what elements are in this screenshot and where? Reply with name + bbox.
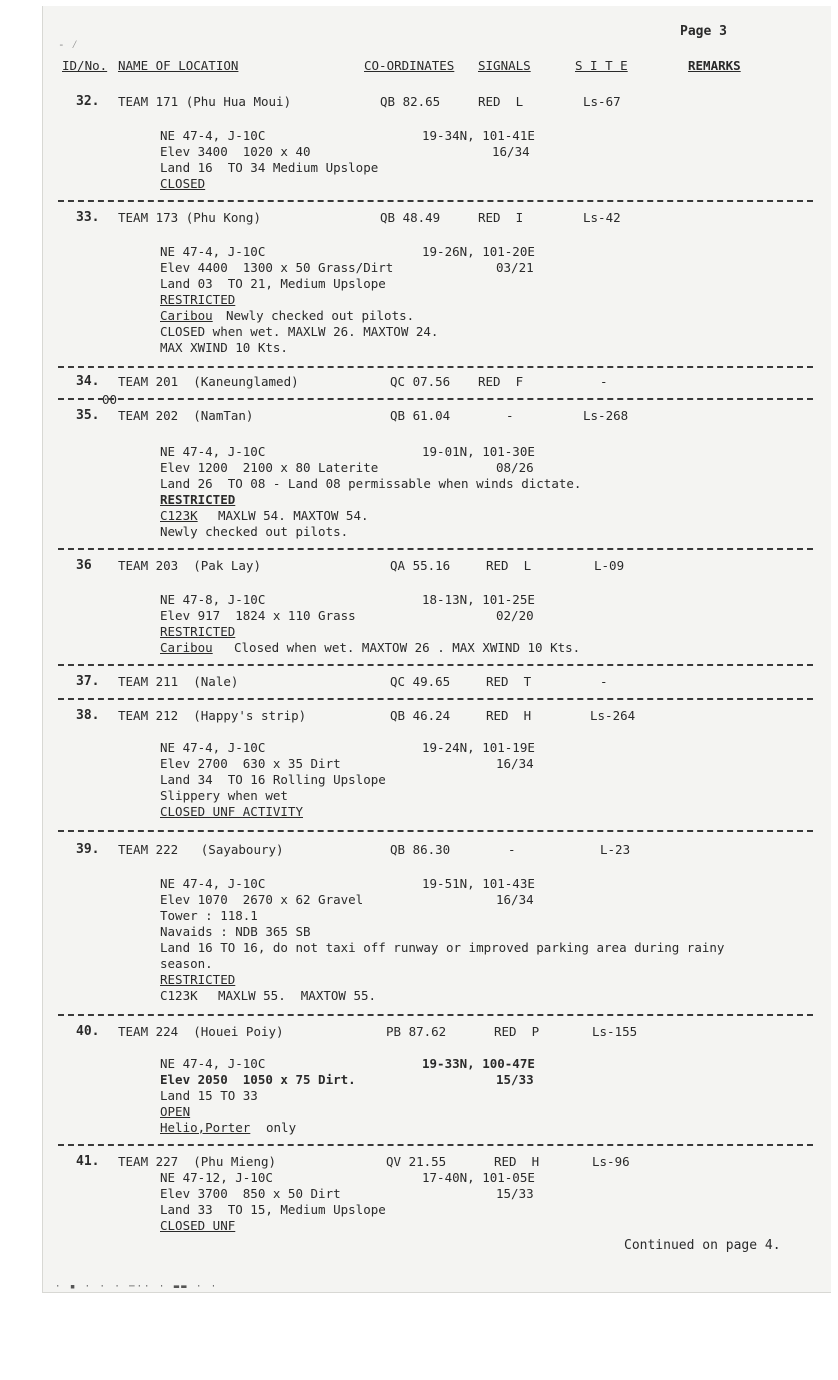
divider [58,664,813,666]
entry-detail: Newly checked out pilots. [226,308,415,323]
entry-detail: Elev 1070 2670 x 62 Gravel [160,892,364,907]
entry-status: RESTRICTED [160,972,236,987]
page-number: Page 3 [680,24,727,39]
continued-note: Continued on page 4. [624,1238,781,1253]
entry-runway: 03/21 [496,260,534,275]
entry-team: TEAM 171 (Phu Hua Moui) [118,94,292,109]
entry-site: Ls-96 [592,1154,630,1169]
entry-site: Ls-67 [583,94,621,109]
divider [58,830,813,832]
entry-runway: 02/20 [496,608,534,623]
entry-site: L-23 [600,842,631,857]
entry-latlon: 19-33N, 100-47E [422,1056,535,1071]
entry-detail: Elev 3700 850 x 50 Dirt [160,1186,341,1201]
entry-site: Ls-42 [583,210,621,225]
entry-status: CLOSED [160,176,206,191]
entry-team: TEAM 202 (NamTan) [118,408,254,423]
scan-artifact: · ▪ · · · ─·· · ▬▬ · · [55,1282,219,1292]
entry-detail: Elev 2700 630 x 35 Dirt [160,756,341,771]
entry-signal: RED T [486,674,532,689]
entry-team: TEAM 212 (Happy's strip) [118,708,307,723]
entry-status: RESTRICTED [160,492,236,507]
entry-signal: RED F [478,374,524,389]
entry-aircraft: C123K [160,508,198,523]
entry-signal: RED L [478,94,524,109]
entry-coordinates: PB 87.62 [386,1024,447,1039]
entry-number: 40. [76,1024,100,1039]
entry-team: TEAM 203 (Pak Lay) [118,558,261,573]
entry-number: 37. [76,674,100,689]
entry-coordinates: QC 49.65 [390,674,451,689]
entry-detail: NE 47-12, J-10C [160,1170,273,1185]
entry-detail: NE 47-4, J-10C [160,876,266,891]
entry-aircraft: Caribou [160,640,213,655]
entry-number: 35. [76,408,100,423]
entry-detail: MAXLW 55. MAXTOW 55. [218,988,377,1003]
header-coordinates: CO-ORDINATES [364,58,455,73]
entry-runway: 16/34 [496,756,534,771]
stray-mark: 00 [102,392,118,407]
entry-detail: Elev 917 1824 x 110 Grass [160,608,356,623]
entry-latlon: 19-51N, 101-43E [422,876,535,891]
entry-aircraft: Helio,Porter [160,1120,251,1135]
entry-detail: Land 16 TO 16, do not taxi off runway or improved parking area during rainy [160,940,725,955]
entry-detail: Elev 3400 1020 x 40 [160,144,311,159]
entry-team: TEAM 211 (Nale) [118,674,239,689]
entry-team: TEAM 227 (Phu Mieng) [118,1154,277,1169]
entry-detail: Closed when wet. MAXTOW 26 . MAX XWIND 10 Kts. [234,640,581,655]
entry-coordinates: QB 86.30 [390,842,451,857]
entry-signal: RED L [486,558,532,573]
entry-latlon: 17-40N, 101-05E [422,1170,535,1185]
divider [58,548,813,550]
entry-status: RESTRICTED [160,292,236,307]
entry-detail: CLOSED when wet. MAXLW 26. MAXTOW 24. [160,324,439,339]
entry-coordinates: QB 46.24 [390,708,451,723]
entry-detail: Elev 2050 1050 x 75 Dirt. [160,1072,356,1087]
entry-detail: only [266,1120,297,1135]
entry-signal: RED H [494,1154,540,1169]
entry-team: TEAM 224 (Houei Poiy) [118,1024,284,1039]
entry-detail: NE 47-4, J-10C [160,444,266,459]
entry-status: RESTRICTED [160,624,236,639]
entry-coordinates: QA 55.16 [390,558,451,573]
entry-detail: Elev 4400 1300 x 50 Grass/Dirt [160,260,394,275]
entry-detail: season. [160,956,213,971]
entry-signal: RED I [478,210,524,225]
divider [58,1014,813,1016]
divider [58,200,813,202]
entry-latlon: 19-34N, 101-41E [422,128,535,143]
entry-coordinates: QV 21.55 [386,1154,447,1169]
entry-number: 38. [76,708,100,723]
entry-latlon: 19-24N, 101-19E [422,740,535,755]
entry-latlon: 19-26N, 101-20E [422,244,535,259]
entry-detail: NE 47-4, J-10C [160,244,266,259]
entry-number: 36 [76,558,92,573]
header-name: NAME OF LOCATION [118,58,239,73]
entry-detail: Elev 1200 2100 x 80 Laterite [160,460,379,475]
entry-number: 32. [76,94,100,109]
entry-detail: Tower : 118.1 [160,908,258,923]
entry-detail: Land 26 TO 08 - Land 08 permissable when winds dictate. [160,476,582,491]
entry-detail: Land 33 TO 15, Medium Upslope [160,1202,386,1217]
entry-detail: MAXLW 54. MAXTOW 54. [218,508,369,523]
pencil-mark: - ⁄ [58,38,78,51]
entry-runway: 16/34 [496,892,534,907]
entry-runway: 15/33 [496,1186,534,1201]
entry-site: - [600,674,608,689]
divider [58,1144,813,1146]
header-id: ID/No. [62,58,108,73]
entry-detail: Newly checked out pilots. [160,524,349,539]
entry-detail: Slippery when wet [160,788,288,803]
divider [58,366,813,368]
entry-signal: - [508,842,516,857]
entry-team: TEAM 173 (Phu Kong) [118,210,261,225]
entry-detail: Land 34 TO 16 Rolling Upslope [160,772,386,787]
entry-number: 41. [76,1154,100,1169]
header-site: S I T E [575,58,628,73]
entry-site: - [600,374,608,389]
entry-detail: Land 16 TO 34 Medium Upslope [160,160,379,175]
entry-aircraft: Caribou [160,308,213,323]
entry-number: 39. [76,842,100,857]
entry-site: Ls-268 [583,408,629,423]
entry-detail: Navaids : NDB 365 SB [160,924,311,939]
entry-runway: 16/34 [492,144,530,159]
entry-team: TEAM 201 (Kaneunglamed) [118,374,299,389]
entry-latlon: 18-13N, 101-25E [422,592,535,607]
entry-number: 34. [76,374,100,389]
entry-status: CLOSED UNF [160,1218,236,1233]
entry-detail: NE 47-4, J-10C [160,128,266,143]
entry-status: CLOSED UNF ACTIVITY [160,804,303,819]
entry-coordinates: QB 82.65 [380,94,441,109]
entry-coordinates: QC 07.56 [390,374,451,389]
header-remarks: REMARKS [688,58,741,73]
entry-signal: RED P [494,1024,540,1039]
entry-latlon: 19-01N, 101-30E [422,444,535,459]
divider [58,698,813,700]
entry-detail: MAX XWIND 10 Kts. [160,340,288,355]
entry-runway: 15/33 [496,1072,534,1087]
entry-team: TEAM 222 (Sayaboury) [118,842,284,857]
entry-coordinates: QB 61.04 [390,408,451,423]
entry-site: Ls-264 [590,708,636,723]
entry-detail: NE 47-8, J-10C [160,592,266,607]
entry-detail: Land 03 TO 21, Medium Upslope [160,276,386,291]
divider [58,398,813,400]
entry-detail: Land 15 TO 33 [160,1088,258,1103]
entry-signal: RED H [486,708,532,723]
entry-detail: NE 47-4, J-10C [160,740,266,755]
header-signals: SIGNALS [478,58,531,73]
entry-number: 33. [76,210,100,225]
entry-signal: - [506,408,514,423]
entry-coordinates: QB 48.49 [380,210,441,225]
entry-status: OPEN [160,1104,191,1119]
entry-runway: 08/26 [496,460,534,475]
entry-detail: NE 47-4, J-10C [160,1056,266,1071]
entry-site: Ls-155 [592,1024,638,1039]
entry-aircraft: C123K [160,988,198,1003]
entry-site: L-09 [594,558,625,573]
